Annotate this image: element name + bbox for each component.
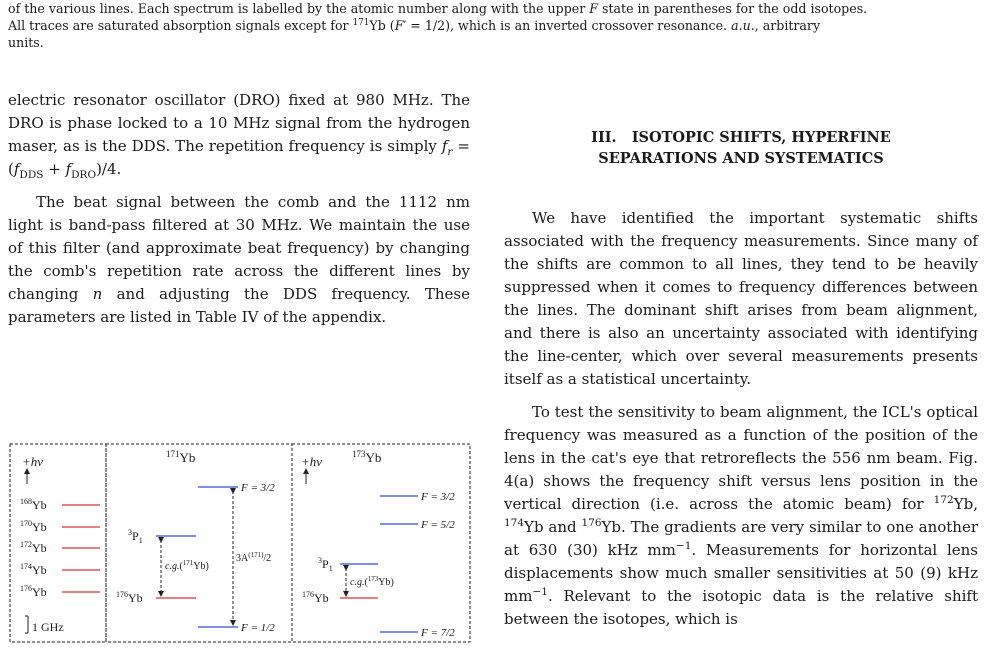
- energy-level-figure: [6, 440, 474, 648]
- panel-frame-171: [106, 444, 292, 642]
- panel-title-173: $^{173}$Yb: [352, 449, 382, 465]
- left-column: [8, 89, 470, 329]
- label-F12-171: F = 1/2: [241, 622, 275, 634]
- paragraph-dro: electric resonator oscillator (DRO) fixed at 980 MHz. The DRO is phase locked to a 10 MHz signal from the hydrogen maser, as is the DDS. The repetition frequency is simply $f_r = (f_{DDS} + f_{DRO})/4$.: [8, 91, 470, 181]
- cg-label-173: c.g.($^{173}$Yb): [350, 575, 394, 588]
- paragraph-systematics: We have identified the important systematic shifts associated with the frequency measurements. Since many of the shifts are common to all lines, they tend to be heavily suppressed when it comes to frequency differences between the lines. The dominant shift arises from beam alignment, and there is also an uncertainty associated with identifying the line-center, which over several measurements presents itself as a statistical uncertainty.: [504, 209, 978, 388]
- scale-bar: [25, 616, 64, 634]
- panel-title-171: $^{171}$Yb: [166, 449, 196, 465]
- label-3P1-173: $^3P_1$: [318, 556, 333, 573]
- label-3P1-171: $^3P_1$: [128, 528, 143, 545]
- svg-text:168Yb: $^{168}$Yb: [20, 497, 47, 512]
- figure-caption: [8, 0, 980, 51]
- label-F72-173: F = 7/2: [421, 627, 455, 639]
- hv-label: +hν: [22, 454, 44, 469]
- isotope-174: [20, 562, 100, 577]
- energy-level-diagram: [6, 440, 474, 648]
- caption-line-2: All traces are saturated absorption signals except for $^{171}$Yb (F′ = 1/2), which is an inverted crossover resonance. a.u., arbitrary: [8, 17, 821, 33]
- svg-text:174Yb: $^{174}$Yb: [20, 562, 47, 577]
- paragraph-beam-alignment: To test the sensitivity to beam alignment, the ICL's optical frequency was measured as a function of the position of the lens in the cat's eye that retroreflects the 556 nm beam. Fig. 4(a) shows the frequency shift versus lens position in the vertical direction (i.e. across the atomic beam) for $^{172}$Yb, $^{174}$Yb and $^{176}$Yb. The gradients are very similar to one another at 630 (30) kHz $mm^{-1}$. Measurements for horizontal lens displacements show much smaller sensitivities at 50 (9) kHz $mm^{-1}$. Relevant to the isotopic data is the relative shift between the isotopes, which is: [504, 403, 979, 628]
- isotope-176: [20, 584, 100, 599]
- cg-label-171: c.g.($^{171}$Yb): [165, 559, 209, 572]
- isotope-168: [20, 497, 100, 512]
- panel-frame-173: [292, 444, 470, 642]
- hf-label-171: $3A^{(171)}/2$: [236, 551, 272, 564]
- hv-label-173: +hν: [301, 454, 323, 469]
- caption-line-1: of the various lines. Each spectrum is labelled by the atomic number along with the upper F state in parentheses for the odd isotopes.: [8, 1, 868, 16]
- scale-label: 1 GHz: [32, 620, 64, 634]
- paragraph-beat-signal: The beat signal between the comb and the 1112 nm light is band-pass filtered at 30 MHz. We maintain the use of this filter (and approximate beat frequency) by changing the comb's repetition rate across the different lines by changing n and adjusting the DDS frequency. These parameters are listed in Table IV of the appendix.: [8, 193, 470, 326]
- label-176-ref-173: $^{176}$Yb: [302, 590, 329, 605]
- isotope-172: [20, 540, 100, 555]
- isotope-170: [20, 519, 100, 534]
- svg-text:170Yb: $^{170}$Yb: [20, 519, 47, 534]
- label-F32-171: F = 3/2: [241, 482, 275, 494]
- caption-line-3: units.: [8, 35, 44, 50]
- label-F32-173: F = 3/2: [421, 491, 455, 503]
- label-F52-173: F = 5/2: [421, 519, 455, 531]
- label-176-ref-171: $^{176}$Yb: [116, 590, 143, 605]
- section-heading: III. ISOTOPIC SHIFTS, HYPERFINE SEPARATIONS AND SYSTEMATICS: [591, 129, 891, 167]
- svg-text:176Yb: $^{176}$Yb: [20, 584, 47, 599]
- right-column: [504, 207, 978, 631]
- svg-text:172Yb: $^{172}$Yb: [20, 540, 47, 555]
